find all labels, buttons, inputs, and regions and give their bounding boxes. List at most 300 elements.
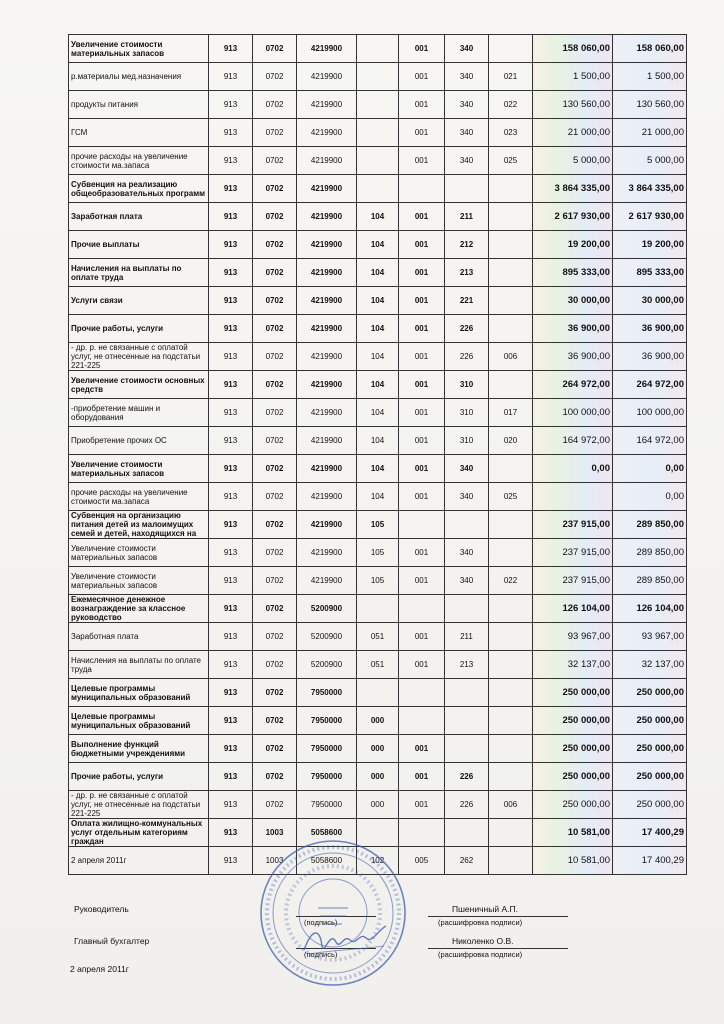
table-cell-v1: 264 972,00 (533, 371, 613, 399)
table-cell-c3: 4219900 (297, 427, 357, 455)
table-cell-v2: 250 000,00 (613, 679, 687, 707)
table-cell-c5 (399, 707, 445, 735)
table-row (69, 231, 687, 259)
table-cell-name: 2 апреля 2011г (69, 847, 209, 875)
table-cell-v1: 21 000,00 (533, 119, 613, 147)
official-stamp-icon (258, 838, 408, 988)
table-cell-c7: 020 (489, 427, 533, 455)
table-cell-v2: 130 560,00 (613, 91, 687, 119)
table-cell-c3: 4219900 (297, 567, 357, 595)
head-signature-caption: (подпись) (304, 918, 338, 927)
table-cell-c3: 4219900 (297, 231, 357, 259)
table-cell-c7 (489, 763, 533, 791)
table-cell-c1: 913 (209, 819, 253, 847)
table-cell-c5: 001 (399, 147, 445, 175)
table-cell-c6: 340 (445, 35, 489, 63)
table-cell-v2: 93 967,00 (613, 623, 687, 651)
table-cell-c7 (489, 175, 533, 203)
table-cell-c7 (489, 819, 533, 847)
table-cell-c3: 4219900 (297, 371, 357, 399)
table-cell-v2: 289 850,00 (613, 539, 687, 567)
table-row (69, 399, 687, 427)
table-cell-c2: 0702 (253, 567, 297, 595)
table-cell-c5: 001 (399, 315, 445, 343)
table-cell-c4: 105 (357, 567, 399, 595)
table-cell-v1 (533, 483, 613, 511)
table-cell-c4: 104 (357, 259, 399, 287)
table-cell-name: продукты питания (69, 91, 209, 119)
table-cell-c6 (445, 175, 489, 203)
table-row (69, 567, 687, 595)
budget-table-body (69, 35, 687, 875)
table-row (69, 623, 687, 651)
table-cell-c6: 226 (445, 315, 489, 343)
table-cell-c2: 0702 (253, 595, 297, 623)
handwritten-signature-icon (300, 920, 390, 960)
table-cell-c4: 000 (357, 763, 399, 791)
table-cell-c2: 1003 (253, 847, 297, 875)
table-cell-c1: 913 (209, 483, 253, 511)
table-cell-v2: 36 900,00 (613, 343, 687, 371)
table-cell-c2: 1003 (253, 819, 297, 847)
table-cell-c6: 213 (445, 259, 489, 287)
table-cell-c5: 001 (399, 483, 445, 511)
table-cell-c4 (357, 175, 399, 203)
table-cell-c6: 211 (445, 203, 489, 231)
table-cell-c5: 001 (399, 119, 445, 147)
table-cell-v2: 264 972,00 (613, 371, 687, 399)
table-cell-name: Прочие работы, услуги (69, 315, 209, 343)
table-cell-v1: 250 000,00 (533, 763, 613, 791)
table-row (69, 791, 687, 819)
table-cell-c6: 340 (445, 63, 489, 91)
table-cell-v2: 32 137,00 (613, 651, 687, 679)
table-cell-c2: 0702 (253, 91, 297, 119)
table-cell-v1: 93 967,00 (533, 623, 613, 651)
table-cell-c3: 4219900 (297, 315, 357, 343)
table-row (69, 119, 687, 147)
accountant-name: Николенко О.В. (452, 936, 514, 946)
table-cell-c7: 006 (489, 791, 533, 819)
table-cell-c4: 104 (357, 287, 399, 315)
table-cell-c7 (489, 455, 533, 483)
table-cell-c6: 262 (445, 847, 489, 875)
table-cell-c6: 221 (445, 287, 489, 315)
table-cell-c7 (489, 315, 533, 343)
table-cell-c5: 001 (399, 735, 445, 763)
table-cell-c6: 340 (445, 539, 489, 567)
table-row (69, 427, 687, 455)
table-cell-name: Оплата жилищно-коммунальных услуг отдельным категориям граждан (69, 819, 209, 847)
table-cell-name: ГСМ (69, 119, 209, 147)
table-cell-v1: 5 000,00 (533, 147, 613, 175)
table-cell-c2: 0702 (253, 791, 297, 819)
table-cell-c1: 913 (209, 455, 253, 483)
table-cell-c1: 913 (209, 371, 253, 399)
table-row (69, 455, 687, 483)
table-cell-c4: 102 (357, 847, 399, 875)
table-cell-c7: 022 (489, 91, 533, 119)
table-cell-c4 (357, 63, 399, 91)
table-cell-v2: 0,00 (613, 483, 687, 511)
table-row (69, 679, 687, 707)
table-cell-c1: 913 (209, 315, 253, 343)
table-cell-c4: 000 (357, 707, 399, 735)
table-cell-c1: 913 (209, 651, 253, 679)
table-cell-c2: 0702 (253, 511, 297, 539)
table-cell-v2: 17 400,29 (613, 847, 687, 875)
table-cell-c1: 913 (209, 91, 253, 119)
table-cell-v1: 10 581,00 (533, 847, 613, 875)
table-cell-c5: 001 (399, 623, 445, 651)
table-cell-c4: 104 (357, 315, 399, 343)
table-row (69, 259, 687, 287)
table-cell-c1: 913 (209, 175, 253, 203)
table-cell-c6 (445, 511, 489, 539)
table-cell-c3: 4219900 (297, 399, 357, 427)
table-row (69, 511, 687, 539)
table-cell-c3: 4219900 (297, 147, 357, 175)
table-cell-c2: 0702 (253, 315, 297, 343)
table-cell-c7 (489, 35, 533, 63)
table-cell-c5: 001 (399, 371, 445, 399)
table-cell-c6 (445, 679, 489, 707)
table-cell-c6 (445, 735, 489, 763)
table-cell-v2: 289 850,00 (613, 567, 687, 595)
table-cell-c5: 001 (399, 203, 445, 231)
table-cell-c6: 340 (445, 483, 489, 511)
table-cell-c1: 913 (209, 511, 253, 539)
table-cell-c7 (489, 287, 533, 315)
table-cell-c4: 104 (357, 455, 399, 483)
table-cell-v1: 1 500,00 (533, 63, 613, 91)
table-cell-v1: 0,00 (533, 455, 613, 483)
table-cell-c1: 913 (209, 35, 253, 63)
table-cell-name: -приобретение машин и оборудования (69, 399, 209, 427)
table-cell-c7 (489, 651, 533, 679)
table-cell-v2: 158 060,00 (613, 35, 687, 63)
table-cell-c6: 226 (445, 763, 489, 791)
table-cell-c7 (489, 679, 533, 707)
table-cell-c1: 913 (209, 679, 253, 707)
table-cell-v2: 36 900,00 (613, 315, 687, 343)
table-row (69, 735, 687, 763)
table-cell-c2: 0702 (253, 175, 297, 203)
table-cell-c7 (489, 735, 533, 763)
table-cell-c1: 913 (209, 63, 253, 91)
table-cell-name: Прочие работы, услуги (69, 763, 209, 791)
table-cell-c7 (489, 511, 533, 539)
table-cell-v2: 289 850,00 (613, 511, 687, 539)
table-cell-c4 (357, 147, 399, 175)
table-cell-v1: 100 000,00 (533, 399, 613, 427)
table-row (69, 315, 687, 343)
table-row (69, 175, 687, 203)
table-cell-v2: 5 000,00 (613, 147, 687, 175)
table-cell-c2: 0702 (253, 483, 297, 511)
table-cell-name: Субвенция на реализацию общеобразовательных программ (69, 175, 209, 203)
table-row (69, 35, 687, 63)
table-cell-c3: 4219900 (297, 203, 357, 231)
table-cell-c4 (357, 119, 399, 147)
table-cell-c7: 023 (489, 119, 533, 147)
table-cell-c1: 913 (209, 147, 253, 175)
table-row (69, 287, 687, 315)
table-cell-v2: 164 972,00 (613, 427, 687, 455)
table-cell-c1: 913 (209, 735, 253, 763)
table-cell-c7 (489, 203, 533, 231)
table-cell-c5: 005 (399, 847, 445, 875)
table-cell-name: Увеличение стоимости материальных запасов (69, 35, 209, 63)
table-cell-c6: 310 (445, 399, 489, 427)
table-cell-c4: 104 (357, 203, 399, 231)
table-cell-c7 (489, 847, 533, 875)
table-cell-v1: 2 617 930,00 (533, 203, 613, 231)
table-cell-v1: 237 915,00 (533, 567, 613, 595)
table-row (69, 483, 687, 511)
table-cell-c5: 001 (399, 539, 445, 567)
table-cell-c7: 025 (489, 147, 533, 175)
table-cell-c3: 4219900 (297, 259, 357, 287)
table-cell-c4 (357, 595, 399, 623)
table-cell-v2: 895 333,00 (613, 259, 687, 287)
table-cell-c5: 001 (399, 231, 445, 259)
table-cell-c7 (489, 259, 533, 287)
table-cell-name: прочие расходы на увеличение стоимости ма.запаса (69, 147, 209, 175)
table-cell-c2: 0702 (253, 119, 297, 147)
table-cell-c3: 7950000 (297, 735, 357, 763)
table-cell-c5: 001 (399, 399, 445, 427)
table-cell-c7 (489, 371, 533, 399)
table-cell-c3: 7950000 (297, 679, 357, 707)
table-cell-c1: 913 (209, 427, 253, 455)
table-cell-c2: 0702 (253, 287, 297, 315)
table-cell-c6 (445, 595, 489, 623)
table-cell-v1: 164 972,00 (533, 427, 613, 455)
table-cell-c6: 211 (445, 623, 489, 651)
table-cell-c6: 340 (445, 119, 489, 147)
table-cell-c5: 001 (399, 567, 445, 595)
table-cell-c6: 340 (445, 567, 489, 595)
table-cell-name: Увеличение стоимости основных средств (69, 371, 209, 399)
table-cell-c4: 105 (357, 539, 399, 567)
table-cell-c7: 017 (489, 399, 533, 427)
table-cell-c6 (445, 707, 489, 735)
table-row (69, 343, 687, 371)
table-cell-name: р.материалы мед.назначения (69, 63, 209, 91)
table-cell-c1: 913 (209, 287, 253, 315)
table-cell-c2: 0702 (253, 147, 297, 175)
table-cell-c2: 0702 (253, 651, 297, 679)
table-cell-c3: 4219900 (297, 455, 357, 483)
table-cell-v1: 237 915,00 (533, 539, 613, 567)
accountant-decoding-caption: (расшифровка подписи) (438, 950, 523, 959)
table-cell-c7: 006 (489, 343, 533, 371)
table-cell-name: Ежемесячное денежное вознаграждение за классное руководство (69, 595, 209, 623)
table-cell-c5: 001 (399, 287, 445, 315)
table-cell-name: Услуги связи (69, 287, 209, 315)
table-cell-c2: 0702 (253, 679, 297, 707)
table-row (69, 539, 687, 567)
table-cell-c3: 7950000 (297, 791, 357, 819)
table-cell-c3: 5200900 (297, 623, 357, 651)
table-cell-name: Субвенция на организацию питания детей из малоимущих семей и детей, находящихся на (69, 511, 209, 539)
table-cell-c6: 310 (445, 427, 489, 455)
table-cell-c7 (489, 595, 533, 623)
table-cell-c5: 001 (399, 259, 445, 287)
table-cell-c6: 213 (445, 651, 489, 679)
table-cell-c3: 4219900 (297, 511, 357, 539)
accountant-signature-caption: (подпись) (304, 950, 338, 959)
table-cell-name: Увеличение стоимости материальных запасов (69, 539, 209, 567)
table-cell-c1: 913 (209, 791, 253, 819)
table-cell-c6: 212 (445, 231, 489, 259)
table-cell-c7: 021 (489, 63, 533, 91)
table-cell-c4: 000 (357, 735, 399, 763)
table-cell-v1: 10 581,00 (533, 819, 613, 847)
signature-date: 2 апреля 2011г (70, 964, 129, 974)
table-cell-name: Увеличение стоимости материальных запасов (69, 455, 209, 483)
accountant-label: Главный бухгалтер (74, 936, 150, 946)
table-row (69, 147, 687, 175)
table-cell-c3: 4219900 (297, 483, 357, 511)
table-cell-c5: 001 (399, 35, 445, 63)
table-cell-c1: 913 (209, 567, 253, 595)
table-cell-v1: 126 104,00 (533, 595, 613, 623)
table-cell-v1: 250 000,00 (533, 679, 613, 707)
table-cell-name: Выполнение функций бюджетными учреждениями (69, 735, 209, 763)
table-cell-c2: 0702 (253, 427, 297, 455)
table-cell-c6: 340 (445, 455, 489, 483)
table-cell-c1: 913 (209, 539, 253, 567)
table-cell-c3: 4219900 (297, 35, 357, 63)
table-cell-c2: 0702 (253, 455, 297, 483)
table-cell-c1: 913 (209, 119, 253, 147)
table-cell-c1: 913 (209, 623, 253, 651)
table-cell-name: - др. р. не связанные с оплатой услуг, не отнесенные на подстатьи 221-225 (69, 791, 209, 819)
table-cell-c2: 0702 (253, 763, 297, 791)
table-cell-name: Прочие выплаты (69, 231, 209, 259)
table-cell-c6 (445, 819, 489, 847)
head-label: Руководитель (74, 904, 129, 914)
table-cell-v2: 250 000,00 (613, 763, 687, 791)
table-cell-c1: 913 (209, 847, 253, 875)
table-cell-c2: 0702 (253, 231, 297, 259)
table-cell-c2: 0702 (253, 539, 297, 567)
table-cell-c3: 7950000 (297, 763, 357, 791)
table-cell-v1: 130 560,00 (533, 91, 613, 119)
table-cell-v1: 36 900,00 (533, 343, 613, 371)
table-cell-c1: 913 (209, 595, 253, 623)
table-cell-c4: 104 (357, 371, 399, 399)
table-cell-c5: 001 (399, 427, 445, 455)
budget-table (68, 34, 687, 875)
table-cell-c2: 0702 (253, 35, 297, 63)
table-cell-c6: 226 (445, 791, 489, 819)
table-cell-c1: 913 (209, 231, 253, 259)
table-cell-c3: 5058600 (297, 847, 357, 875)
table-cell-c4 (357, 91, 399, 119)
table-cell-c4: 051 (357, 651, 399, 679)
table-row (69, 203, 687, 231)
table-cell-c5 (399, 679, 445, 707)
table-cell-c4 (357, 679, 399, 707)
table-cell-v2: 21 000,00 (613, 119, 687, 147)
table-cell-c4: 104 (357, 427, 399, 455)
table-cell-name: Целевые программы муниципальных образований (69, 679, 209, 707)
table-cell-name: - др. р. не связанные с оплатой услуг, не отнесенные на подстатьи 221-225 (69, 343, 209, 371)
table-cell-c3: 5200900 (297, 651, 357, 679)
table-cell-c5: 001 (399, 63, 445, 91)
table-cell-c1: 913 (209, 707, 253, 735)
table-cell-c4: 105 (357, 511, 399, 539)
table-cell-c3: 4219900 (297, 343, 357, 371)
head-decoding-caption: (расшифровка подписи) (438, 918, 523, 927)
table-cell-v1: 250 000,00 (533, 707, 613, 735)
table-cell-name: прочие расходы на увеличение стоимости ма.запаса (69, 483, 209, 511)
table-cell-v2: 250 000,00 (613, 735, 687, 763)
table-cell-c1: 913 (209, 343, 253, 371)
table-cell-c1: 913 (209, 259, 253, 287)
table-cell-c5: 001 (399, 455, 445, 483)
table-cell-c2: 0702 (253, 399, 297, 427)
table-cell-c5 (399, 175, 445, 203)
head-decoding-line (428, 916, 568, 917)
table-cell-c4: 051 (357, 623, 399, 651)
table-cell-c2: 0702 (253, 371, 297, 399)
table-row (69, 595, 687, 623)
table-cell-c7: 025 (489, 483, 533, 511)
table-cell-v2: 250 000,00 (613, 707, 687, 735)
table-cell-c5: 001 (399, 763, 445, 791)
table-cell-c7 (489, 539, 533, 567)
table-cell-c3: 4219900 (297, 539, 357, 567)
table-cell-c6: 340 (445, 147, 489, 175)
table-cell-c4: 104 (357, 399, 399, 427)
accountant-decoding-line (428, 948, 568, 949)
table-cell-v1: 30 000,00 (533, 287, 613, 315)
table-cell-c4: 104 (357, 483, 399, 511)
table-cell-c2: 0702 (253, 259, 297, 287)
table-cell-v1: 19 200,00 (533, 231, 613, 259)
table-cell-name: Приобретение прочих ОС (69, 427, 209, 455)
table-cell-v2: 100 000,00 (613, 399, 687, 427)
table-cell-c1: 913 (209, 399, 253, 427)
table-cell-c3: 4219900 (297, 63, 357, 91)
table-cell-v1: 237 915,00 (533, 511, 613, 539)
table-cell-v2: 17 400,29 (613, 819, 687, 847)
table-cell-c5 (399, 595, 445, 623)
table-cell-c3: 7950000 (297, 707, 357, 735)
table-cell-v1: 3 864 335,00 (533, 175, 613, 203)
table-cell-name: Заработная плата (69, 623, 209, 651)
table-cell-name: Заработная плата (69, 203, 209, 231)
table-cell-c4: 104 (357, 343, 399, 371)
table-cell-c4 (357, 35, 399, 63)
table-row (69, 763, 687, 791)
table-cell-v2: 3 864 335,00 (613, 175, 687, 203)
table-cell-v1: 250 000,00 (533, 735, 613, 763)
table-cell-c6: 310 (445, 371, 489, 399)
table-cell-name: Увеличение стоимости материальных запасов (69, 567, 209, 595)
table-cell-c4: 104 (357, 231, 399, 259)
table-cell-v1: 895 333,00 (533, 259, 613, 287)
table-cell-c1: 913 (209, 203, 253, 231)
table-cell-c2: 0702 (253, 623, 297, 651)
table-cell-c4: 000 (357, 791, 399, 819)
table-cell-c2: 0702 (253, 343, 297, 371)
table-cell-c3: 4219900 (297, 119, 357, 147)
